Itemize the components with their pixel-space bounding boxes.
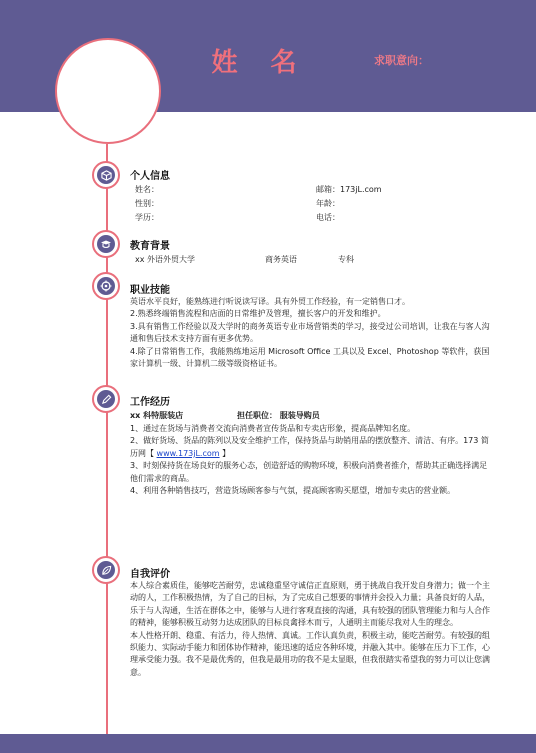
major-name: 商务英语 (265, 255, 297, 264)
website-link[interactable]: www.173jL.com (156, 448, 220, 458)
phone-label: 电话： (316, 213, 340, 222)
degree-name: 专科 (338, 255, 354, 264)
age-label: 年龄： (316, 199, 340, 208)
skills-list (130, 296, 490, 370)
work-badge (92, 385, 120, 413)
personal-info-title: 个人信息 (130, 171, 170, 182)
education-badge (92, 230, 120, 258)
work-title: 工作经历 (130, 397, 170, 408)
gender-label: 性别： (135, 199, 159, 208)
work-duties (130, 423, 490, 497)
cube-icon (101, 170, 112, 181)
education-title: 教育背景 (130, 241, 170, 252)
email-label: 邮箱：173jL.com (316, 185, 382, 194)
duty-item: 3、时刻保持货在场良好的服务心态，创造舒适的购物环境，积极向消费者推介，帮助其正确选择满足他们需求的商品。 (130, 461, 488, 483)
skill-line: 4.除了日常销售工作，我能熟练地运用 Microsoft Office 工具以及 Excel、Photoshop 等软件，获国家计算机一级、计算机二级等级资格证书。 (130, 346, 490, 369)
duty-item: 1、通过在货场与消费者交流向消费者宣传货品和专卖店形象，提高品牌知名度。 (130, 424, 416, 433)
skill-line: 3.具有销售工作经验以及大学时的商务英语专业市场营销类的学习，接受过公司培训，让我在与客人沟通和售后技术支持方面有更多优势。 (130, 321, 490, 344)
education-level-label: 学历： (135, 213, 159, 222)
duty-item-text-end: 】 (219, 448, 231, 458)
leaf-icon (101, 565, 112, 576)
skill-line: 英语水平良好，能熟练进行听说读写译。具有外贸工作经验，有一定销售口才。 (130, 297, 410, 306)
self-eval-title: 自我评价 (130, 569, 170, 580)
pencil-icon (101, 394, 112, 405)
skills-title: 职业技能 (130, 285, 170, 296)
skills-badge (92, 272, 120, 300)
duty-item: 4、利用各种销售技巧，营造货场顾客参与气氛，提高顾客购买愿望，增加专卖店的营业额。 (130, 486, 456, 496)
job-intent-label: 求职意向： (374, 54, 429, 67)
resume-name: 姓 名 (211, 48, 309, 78)
position-label: 担任职位： 服装导购员 (237, 411, 320, 420)
personal-info-badge (92, 161, 120, 189)
self-eval-paragraph: 本人综合素质佳，能够吃苦耐劳，忠诚稳重坚守诚信正直原则，勇于挑战自我开发自身潜力；做一个主动的人，工作积极热情，为了自己的目标，为了完成自己想要的事情并会投入力量；具备良好的人品，乐于与人沟通，生活在群体之中，能够与人进行客观直接的沟通，具有较强的团队管理能力和与人合作的精神，能够积极互动努力达成团队的目标良禽择木而亏，人通明主而能尽我对人生的理念。 (130, 581, 490, 628)
target-icon (100, 280, 112, 292)
self-eval-badge (92, 556, 120, 584)
company-name: xx 科特服装店 (130, 411, 184, 420)
duty-item-text: 2、做好货场、货品的陈列以及安全维护工作，保持货品与助销用品的摆放整齐、清洁、有序。173 简历网【 (130, 436, 489, 458)
self-eval-text (130, 580, 490, 679)
name-label: 姓名： (135, 185, 159, 194)
self-eval-paragraph: 本人性格开朗、稳重、有活力，待人热情、真诚。工作认真负责，积极主动，能吃苦耐劳。有较强的组织能力、实际动手能力和团体协作精神，能迅速的适应各种环境，并融入其中。能够在压力下工作，心理承受能力强。我不是最优秀的，但我是最用功的我不是太显眼，但我很踏实希望我的努力可以让您满意。 (130, 630, 490, 677)
graduation-cap-icon (100, 238, 112, 250)
photo-placeholder (55, 38, 161, 144)
skill-line: 2.熟悉终端销售流程和店面的日常维护及管理，擅长客户的开发和维护。 (130, 309, 386, 319)
duty-item (130, 435, 490, 460)
school-name: xx 外语外贸大学 (135, 255, 196, 264)
footer-band (0, 734, 536, 753)
